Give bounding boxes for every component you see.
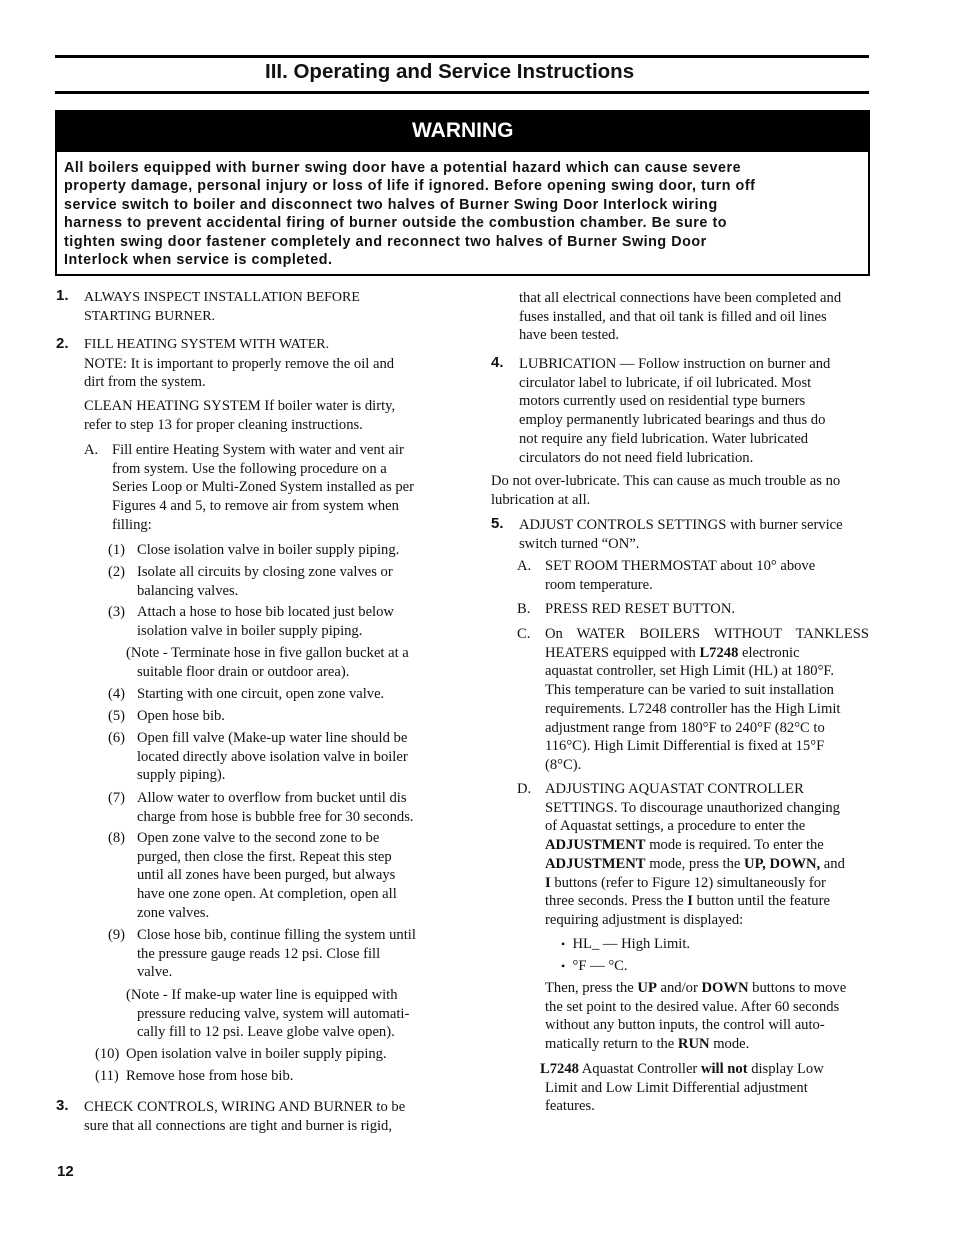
- warning-title: WARNING: [412, 119, 514, 142]
- procedure-step-number: (1): [108, 542, 126, 558]
- list-item: • °F — °C.: [561, 958, 628, 975]
- substep-d-label: D.: [517, 781, 532, 797]
- substep-c-text: On WATER BOILERS WITHOUT TANKLESS HEATERS equipped with L7248 electronic aquastat controller, set High Limit (HL) at 180°F. This temperature can be varied to suit installation requirements. L7248 controller has the High Limit adjustment range from 180°F to 240°F (82°C to 116°C). High Limit Differential is fixed at 15°F (8°C).: [545, 626, 869, 773]
- title-rule: [55, 91, 869, 94]
- bullet-icon: •: [561, 959, 566, 974]
- procedure-step-text: Remove hose from hose bib.: [126, 1068, 294, 1084]
- procedure-note: (Note - If make-up water line is equipped with pressure reducing valve, system will automati- cally fill to 12 psi. Leave globe valve open).: [126, 987, 410, 1041]
- procedure-step-number: (6): [108, 730, 126, 746]
- substep-b-label: B.: [517, 601, 531, 617]
- section-title: III. Operating and Service Instructions: [265, 60, 635, 83]
- step-number-4: 4.: [491, 354, 504, 371]
- procedure-note: (Note - Terminate hose in five gallon bucket at a suitable floor drain or outdoor area).: [126, 645, 409, 680]
- warning-header: [57, 112, 868, 152]
- procedure-step-number: (3): [108, 604, 126, 620]
- warning-box: [55, 110, 870, 276]
- procedure-step-number: (11): [95, 1068, 119, 1084]
- step-number-1: 1.: [56, 287, 69, 304]
- procedure-step-text: Isolate all circuits by closing zone valves or balancing valves.: [137, 564, 393, 599]
- feature-bullet-list: [561, 935, 690, 976]
- substep-a-label: A.: [84, 442, 99, 458]
- procedure-step-text: Allow water to overflow from bucket until dis charge from hose is bubble free for 30 seconds.: [137, 790, 414, 825]
- step-number-2: 2.: [56, 335, 69, 352]
- page-number: 12: [57, 1163, 74, 1180]
- procedure-step-number: (4): [108, 686, 126, 702]
- step-3-continued: that all electrical connections have been completed and fuses installed, and that oil tank is filled and oil lines have been tested.: [519, 290, 842, 344]
- step-4-text: LUBRICATION — Follow instruction on burner and circulator label to lubricate, if oil lubricated. Most motors currently used on residential type burners employ permanently lubricated bearings and thus do not require any field lubrication. Water lubricated circulators do not need field lubrication.: [519, 356, 831, 466]
- warning-line: property damage, personal injury or loss of life if ignored. Before opening swing door, turn off: [64, 178, 756, 195]
- warning-line: All boilers equipped with burner swing door have a potential hazard which can cause severe: [64, 160, 742, 176]
- top-rule: [55, 55, 869, 58]
- bullet-icon: •: [561, 937, 566, 951]
- step-5-text: ADJUST CONTROLS SETTINGS with burner service switch turned “ON”.: [519, 517, 843, 552]
- procedure-step-number: (9): [108, 927, 126, 943]
- warning-line: tighten swing door fastener completely and reconnect two halves of Burner Swing Door: [64, 233, 707, 250]
- warning-text: [64, 159, 854, 269]
- procedure-step-number: (10): [95, 1046, 120, 1062]
- procedure-step-text: Close hose bib, continue filling the system until the pressure gauge reads 12 psi. Close fill valve.: [137, 927, 416, 981]
- substep-c-label: C.: [517, 626, 531, 642]
- step-2-text: FILL HEATING SYSTEM WITH WATER. NOTE: It is important to properly remove the oil and dirt from the system.: [84, 337, 395, 391]
- substep-a-text: Fill entire Heating System with water and vent air from system. Use the following procedure on a Series Loop or Multi-Zoned System installed as per Figures 4 and 5, to remove air from system when filling:: [112, 442, 414, 533]
- then-paragraph: Then, press the UP and/or DOWN buttons to move the set point to the desired value. After 60 seconds without any button inputs, the control will auto- matically return to the RUN mode.: [545, 980, 847, 1053]
- step-number-3: 3.: [56, 1097, 69, 1114]
- procedure-step-text: Open fill valve (Make-up water line should be located directly above isolation valve in boiler supply piping).: [137, 730, 408, 784]
- substep-a-text: SET ROOM THERMOSTAT about 10° above room temperature.: [545, 558, 816, 593]
- procedure-step-text: Starting with one circuit, open zone valve.: [137, 686, 385, 702]
- substep-a-label: A.: [517, 558, 532, 574]
- procedure-step-number: (5): [108, 708, 126, 724]
- step-1-text: ALWAYS INSPECT INSTALLATION BEFORE STARTING BURNER.: [84, 290, 360, 324]
- substep-d-text: ADJUSTING AQUASTAT CONTROLLER SETTINGS. To discourage unauthorized changing of Aquastat settings, a procedure to enter the ADJUSTMENT mode is required. To enter the ADJUSTMENT mode, press the UP, DOWN, and I buttons (refer to Figure 12) simultaneously for three seconds. Press the I button until the feature requiring adjustment is displayed:: [545, 781, 845, 928]
- substep-b-text: PRESS RED RESET BUTTON.: [545, 601, 736, 617]
- clean-heating-system-text: CLEAN HEATING SYSTEM If boiler water is dirty, refer to step 13 for proper cleaning instructions.: [84, 398, 396, 433]
- warning-line: service switch to boiler and disconnect two halves of Burner Swing Door Interlock wiring: [64, 196, 718, 213]
- over-lubricate-note: Do not over-lubricate. This can cause as much trouble as no lubrication at all.: [491, 473, 841, 508]
- warning-line: Interlock when service is completed.: [64, 252, 333, 269]
- warning-line: harness to prevent accidental firing of burner outside the combustion chamber. Be sure to: [64, 215, 728, 232]
- procedure-step-text: Attach a hose to hose bib located just below isolation valve in boiler supply piping.: [137, 604, 394, 639]
- procedure-step-text: Close isolation valve in boiler supply piping.: [137, 542, 400, 558]
- procedure-step-number: (7): [108, 790, 126, 806]
- step-number-5: 5.: [491, 515, 504, 532]
- step-3-text: CHECK CONTROLS, WIRING AND BURNER to be sure that all connections are tight and burner is rigid,: [84, 1099, 406, 1134]
- list-item: • HL_ — High Limit.: [561, 936, 691, 952]
- l7248-note: L7248 Aquastat Controller will not display Low Limit and Low Limit Differential adjustment features.: [540, 1061, 824, 1115]
- procedure-step-text: Open hose bib.: [137, 708, 225, 724]
- procedure-step-number: (2): [108, 564, 126, 580]
- procedure-step-number: (8): [108, 830, 126, 846]
- procedure-step-text: Open zone valve to the second zone to be purged, then close the first. Repeat this step until all zones have been purged, but always have one zone open. At completion, open all zone valves.: [137, 830, 397, 921]
- procedure-step-text: Open isolation valve in boiler supply piping.: [126, 1046, 387, 1062]
